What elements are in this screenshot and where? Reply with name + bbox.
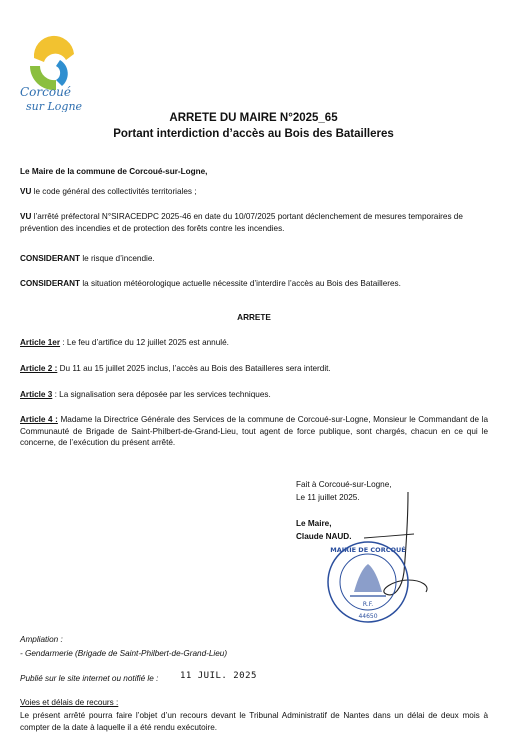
maire-name: Claude NAUD.: [296, 532, 352, 541]
arrete-heading: ARRETE: [237, 313, 271, 322]
svg-text:R.F.: R.F.: [362, 601, 374, 608]
considerant-line-1: CONSIDERANT le risque d’incendie.: [20, 254, 155, 263]
recours-heading: Voies et délais de recours :: [20, 698, 119, 707]
maire-role: Le Maire,: [296, 519, 332, 528]
fait-a-line: Fait à Corcoué-sur-Logne,: [296, 480, 392, 489]
ampliation-item: - Gendarmerie (Brigade de Saint-Philbert-de-Grand-Lieu): [20, 649, 228, 658]
arrete-subtitle: Portant interdiction d’accès au Bois des Batailleres: [113, 128, 394, 140]
recours-text: Le présent arrêté pourra faire l’objet d’un recours devant le Tribunal Administratif de Nantes dans un délai de deux mois à compter de la date à laquelle il a été rendu exécutoire.: [20, 711, 488, 732]
commune-logo: [16, 30, 96, 112]
considerant-line-2: CONSIDERANT la situation météorologique actuelle nécessite d’interdire l’accès au Bois des Batailleres.: [20, 279, 401, 288]
publie-date-handwritten: 11 JUIL. 2025: [180, 671, 257, 681]
svg-text:44650: 44650: [358, 613, 378, 620]
vu-line-2: VU l’arrêté préfectoral N°SIRACEDPC 2025-46 en date du 10/07/2025 portant déclenchement de mesures temporaires de prévention des incendies et de protection des forêts contre les incendies.: [20, 212, 463, 233]
publie-label: Publié sur le site internet ou notifié le :: [20, 674, 159, 683]
date-line: Le 11 juillet 2025.: [296, 493, 360, 502]
svg-text:MAIRIE DE CORCOUÉ: MAIRIE DE CORCOUÉ: [330, 546, 406, 554]
article-4: Article 4 : Madame la Directrice Générale des Services de la commune de Corcoué-sur-Logne, Monsieur le Commandant de la Communauté de Brigade de Saint-Philbert-de-Grand-Lieu, tout agent de force publique, sont chargés, chacun en ce qui le concerne, de l’exécution du présent arrêté.: [20, 415, 488, 447]
article-1: Article 1er : Le feu d’artifice du 12 juillet 2025 est annulé.: [20, 338, 229, 347]
article-2: Article 2 : Du 11 au 15 juillet 2025 inclus, l’accès au Bois des Batailleres sera interdit.: [20, 364, 331, 373]
svg-text:sur Logne: sur Logne: [26, 100, 83, 112]
vu-line-1: VU le code général des collectivités territoriales ;: [20, 187, 197, 196]
mairie-stamp: [326, 540, 410, 624]
article-3: Article 3 : La signalisation sera déposée par les services techniques.: [20, 390, 271, 399]
svg-text:Corcoué: Corcoué: [20, 85, 71, 99]
ampliation-heading: Ampliation :: [20, 635, 63, 644]
maire-line: Le Maire de la commune de Corcoué-sur-Logne,: [20, 167, 208, 176]
arrete-title: ARRETE DU MAIRE N°2025_65: [169, 112, 338, 124]
